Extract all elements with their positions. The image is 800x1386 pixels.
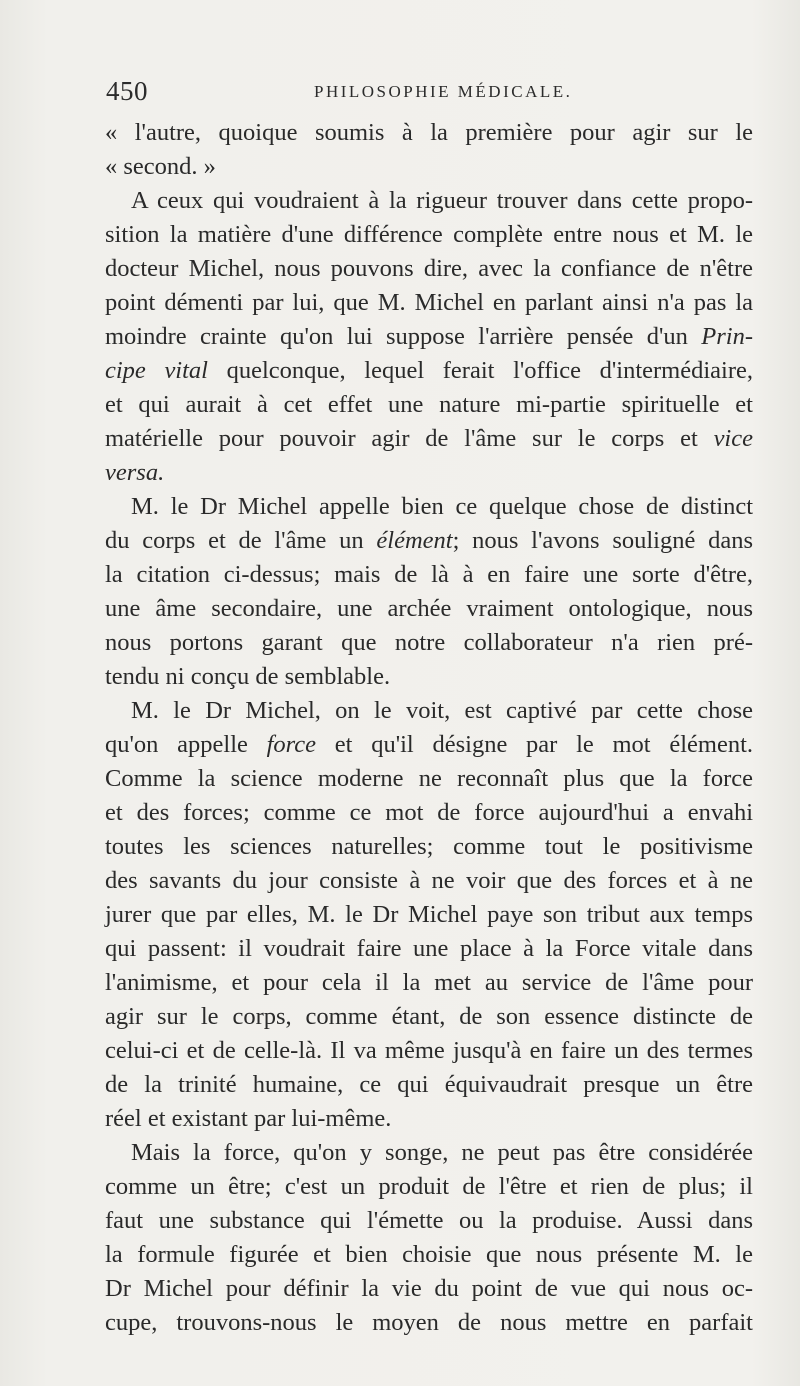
text-line: l'animisme, et pour cela il la met au service de l'âme pour [105,969,753,996]
text-line: de la trinité humaine, ce qui équivaudrait presque un être [105,1071,753,1098]
italic-word: vital [164,357,208,384]
text-line: point démenti par lui, que M. Michel en parlant ainsi n'a pas la [105,289,753,316]
italic-word: cipe [105,357,146,384]
text-line: nous portons garant que notre collaborateur n'a rien pré- [105,629,753,656]
text-line: celui-ci et de celle-là. Il va même jusqu'à en faire un des termes [105,1037,753,1064]
text-line: et qui aurait à cet effet une nature mi-partie spirituelle et [105,391,753,418]
italic-word: Prin- [701,323,754,350]
text-line: qui passent: il voudrait faire une place à la Force vitale dans [105,935,753,962]
text-line: matérielle pour pouvoir agir de l'âme sur le corps et vice [105,425,753,452]
italic-word: force [266,731,317,758]
text-line: « l'autre, quoique soumis à la première pour agir sur le [105,119,753,146]
text-line: des savants du jour consiste à ne voir que des forces et à ne [105,867,753,894]
text-line: cipe vital quelconque, lequel ferait l'office d'intermédiaire, [105,357,753,384]
body-text [105,116,753,1340]
text-line: réel et existant par lui-même. [105,1105,392,1132]
text-line: la citation ci-dessus; mais de là à en faire une sorte d'être, [105,561,753,588]
italic-word: versa. [105,459,165,486]
text-line: faut une substance qui l'émette ou la produise. Aussi dans [105,1207,753,1234]
text-line: Mais la force, qu'on y songe, ne peut pas être considérée [131,1139,753,1166]
text-line: sition la matière d'une différence complète entre nous et M. le [105,221,753,248]
text-line: tendu ni conçu de semblable. [105,663,391,690]
text-line: docteur Michel, nous pouvons dire, avec la confiance de n'être [105,255,753,282]
text-line: moindre crainte qu'on lui suppose l'arrière pensée d'un Prin- [105,323,754,350]
text-line: et des forces; comme ce mot de force aujourd'hui a envahi [105,799,753,826]
text-line: « second. » [105,153,216,180]
text-line: agir sur le corps, comme étant, de son essence distincte de [105,1003,753,1030]
text-line: A ceux qui voudraient à la rigueur trouver dans cette propo- [131,187,753,214]
text-line: Comme la science moderne ne reconnaît plus que la force [105,765,753,792]
text-line: cupe, trouvons-nous le moyen de nous mettre en parfait [105,1309,753,1336]
text-line: une âme secondaire, une archée vraiment ontologique, nous [105,595,753,622]
text-line: toutes les sciences naturelles; comme tout le positivisme [105,833,753,860]
text-line [105,456,753,490]
italic-word: vice [713,425,753,452]
text-line: comme un être; c'est un produit de l'être et rien de plus; il [105,1173,753,1200]
page-number: 450 [106,76,148,106]
page-header [106,76,756,110]
text-line: M. le Dr Michel, on le voit, est captivé par cette chose [131,697,753,724]
text-line: qu'on appelle force et qu'il désigne par le mot élément. [105,731,753,758]
text-line: la formule figurée et bien choisie que nous présente M. le [105,1241,753,1268]
italic-word: élément [376,527,453,554]
text-line: du corps et de l'âme un élément; nous l'avons souligné dans [105,527,753,554]
text-line: jurer que par elles, M. le Dr Michel paye son tribut aux temps [105,901,753,928]
text-line: Dr Michel pour définir la vie du point de vue qui nous oc- [105,1275,753,1302]
text-line: M. le Dr Michel appelle bien ce quelque chose de distinct [131,493,753,520]
running-head: PHILOSOPHIE MÉDICALE. [314,82,573,101]
